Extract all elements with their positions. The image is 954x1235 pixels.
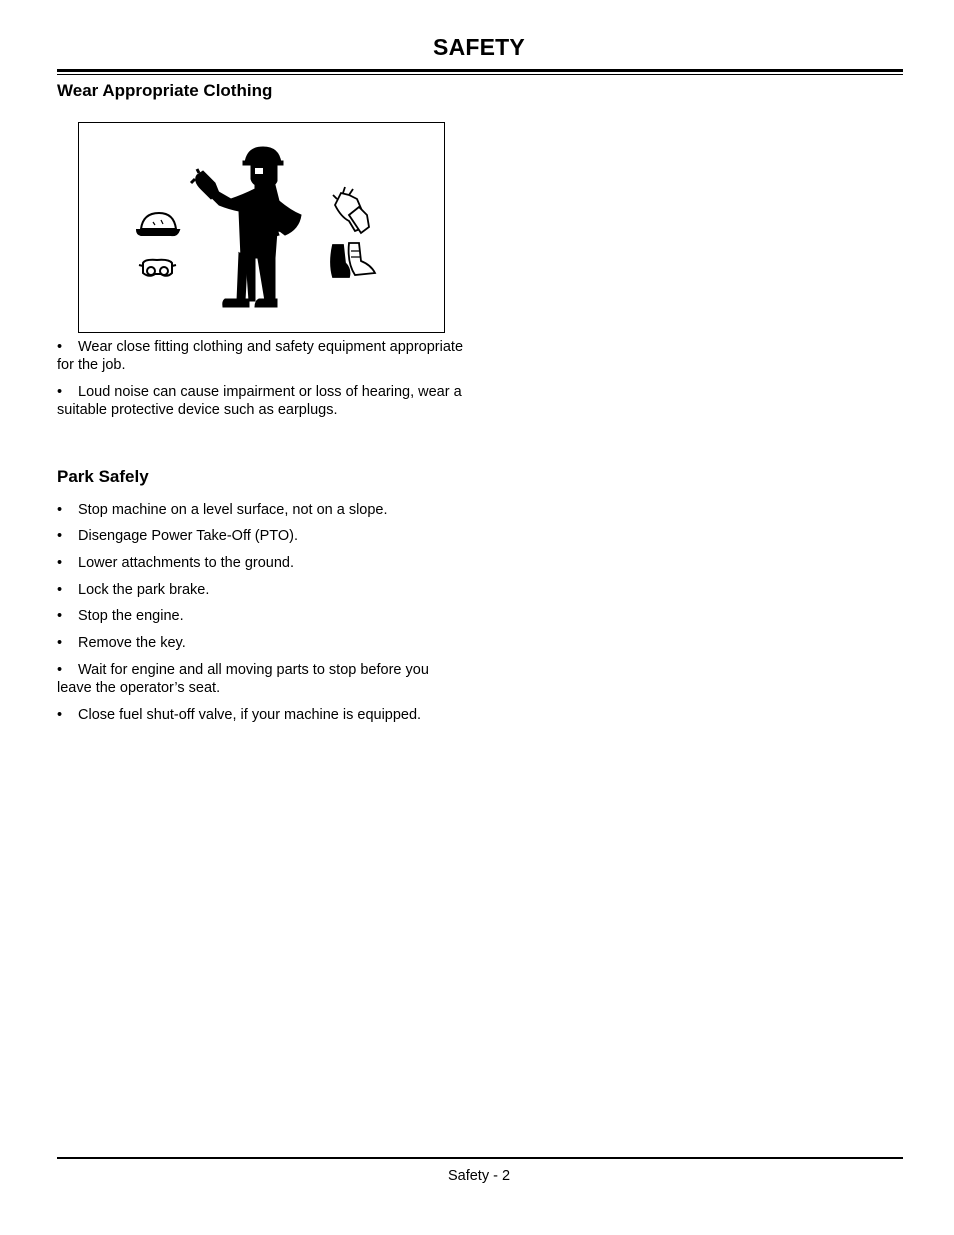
safety-goggles-icon <box>139 260 176 276</box>
worker-figure-icon <box>191 147 301 307</box>
list-item-text: Stop machine on a level surface, not on a slope. <box>78 502 388 518</box>
list-item-text: Wear close fitting clothing and safety equipment appropriate for the job. <box>57 339 464 373</box>
bullet: • <box>57 555 63 571</box>
list-item <box>57 634 467 652</box>
bullet: • <box>57 582 63 598</box>
list-item-text: Remove the key. <box>78 635 186 651</box>
section-heading-clothing: Wear Appropriate Clothing <box>57 81 273 100</box>
list-item <box>57 581 467 599</box>
list-item <box>57 383 467 419</box>
section-heading-park: Park Safely <box>57 467 149 486</box>
hard-hat-icon <box>137 213 179 235</box>
list-item <box>57 706 467 724</box>
list-item-text: Lock the park brake. <box>78 582 210 598</box>
bullet: • <box>57 339 63 355</box>
list-item <box>57 661 467 697</box>
list-item <box>57 527 467 545</box>
bullet: • <box>57 707 63 723</box>
bullet: • <box>57 384 63 400</box>
list-item-text: Wait for engine and all moving parts to stop before you leave the operator’s seat. <box>57 662 429 696</box>
safety-equipment-figure <box>78 122 445 333</box>
gloves-icon <box>333 187 369 233</box>
list-item <box>57 554 467 572</box>
bullet: • <box>57 635 63 651</box>
safety-boots-icon <box>331 243 375 277</box>
bullet: • <box>57 502 63 518</box>
list-item <box>57 338 467 374</box>
list-item-text: Disengage Power Take-Off (PTO). <box>78 528 299 544</box>
list-item-text: Stop the engine. <box>78 608 184 624</box>
bullet: • <box>57 528 63 544</box>
list-item-text: Close fuel shut-off valve, if your machine is equipped. <box>78 707 422 723</box>
header-rule-thick <box>57 69 903 72</box>
footer-rule <box>57 1157 903 1159</box>
list-item-text: Loud noise can cause impairment or loss of hearing, wear a suitable protective device such as earplugs. <box>57 384 462 418</box>
page-title: SAFETY <box>433 34 525 60</box>
bullet: • <box>57 608 63 624</box>
list-item <box>57 607 467 625</box>
list-item <box>57 501 467 519</box>
list-item-text: Lower attachments to the ground. <box>78 555 295 571</box>
bullet: • <box>57 662 63 678</box>
page-number: Safety - 2 <box>447 1168 511 1184</box>
header-rule-thin <box>57 74 903 75</box>
